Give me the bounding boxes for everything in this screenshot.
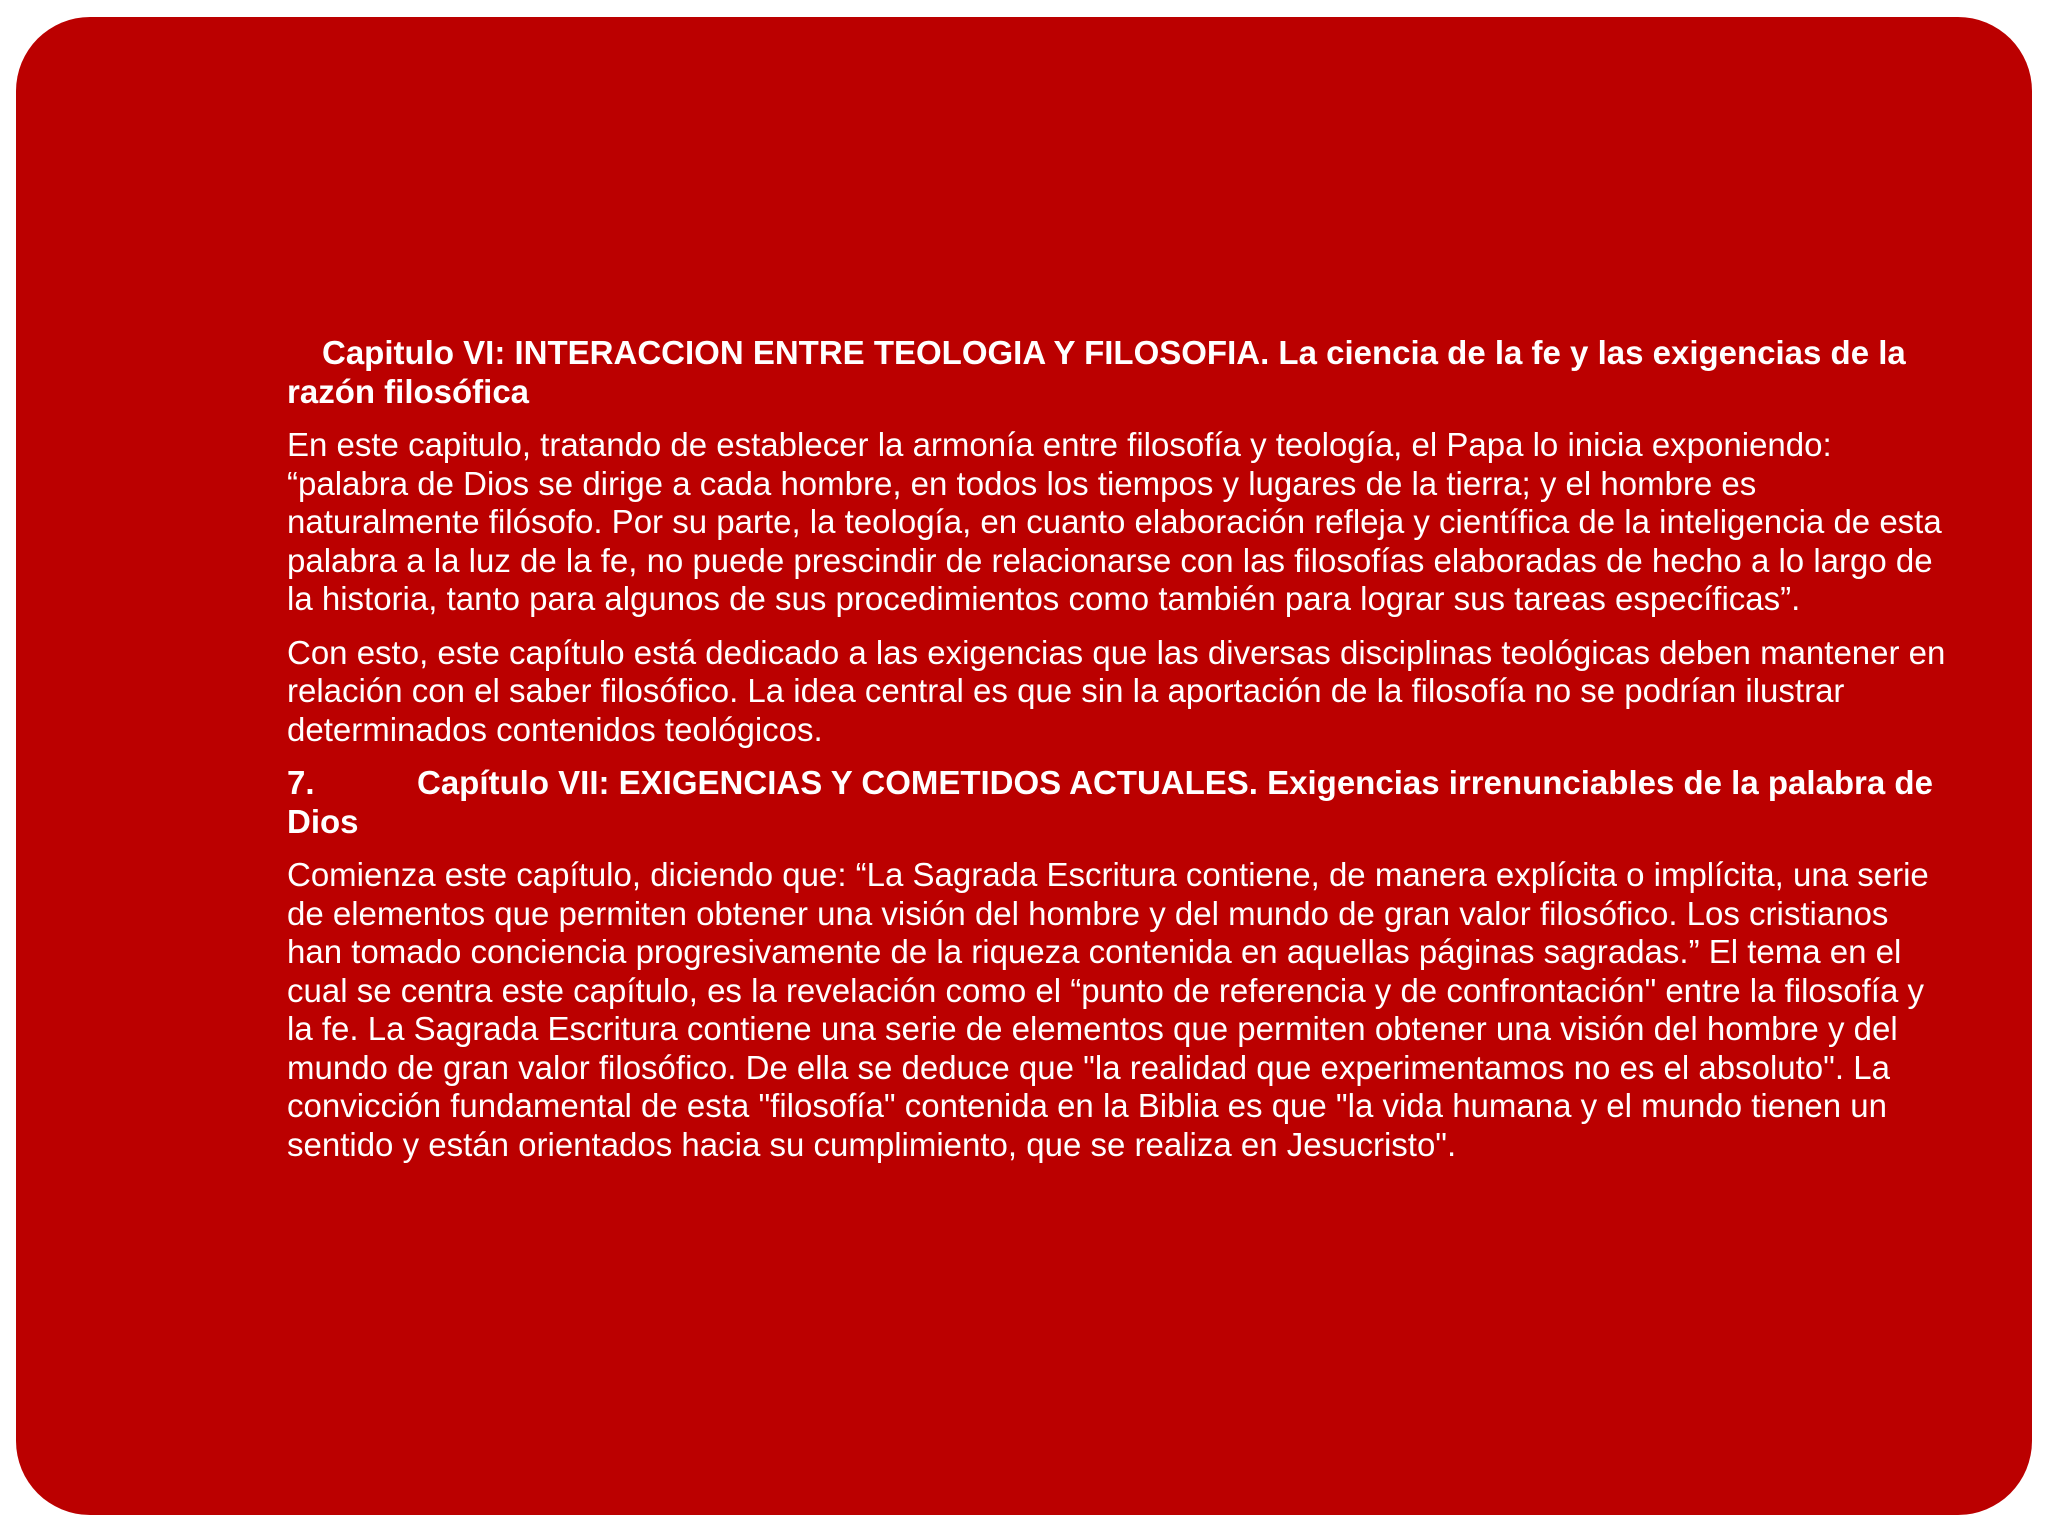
chapter-6-heading: Capitulo VI: INTERACCION ENTRE TEOLOGIA Y FILOSOFIA. La ciencia de la fe y las exigencias de la razón filosófica: [287, 334, 1906, 410]
chapter-6-paragraph-1: En este capitulo, tratando de establecer la armonía entre filosofía y teología, el Papa lo inicia exponiendo: “palabra de Dios se dirige a cada hombre, en todos los tiempos y lugares de la tierra; y el hombre es naturalmente filósofo. Por su parte, la teología, en cuanto elaboración refleja y científica de la inteligencia de esta palabra a la luz de la fe, no puede prescindir de relacionarse con las filosofías elaboradas de hecho a lo largo de la historia, tanto para algunos de sus procedimientos como también para lograr sus tareas específicas”.: [287, 426, 1942, 617]
slide-card: [16, 17, 2032, 1515]
slide-content: [287, 334, 1947, 1179]
chapter-7-number: 7.: [287, 764, 315, 801]
chapter-7-heading: Capítulo VII: EXIGENCIAS Y COMETIDOS ACTUALES. Exigencias irrenunciables de la palabra de Dios: [287, 764, 1933, 840]
chapter-7-paragraph-1: Comienza este capítulo, diciendo que: “La Sagrada Escritura contiene, de manera explícita o implícita, una serie de elementos que permiten obtener una visión del hombre y del mundo de gran valor filosófico. Los cristianos han tomado conciencia progresivamente de la riqueza contenida en aquellas páginas sagradas.” El tema en el cual se centra este capítulo, es la revelación como el “punto de referencia y de confrontación" entre la filosofía y la fe. La Sagrada Escritura contiene una serie de elementos que permiten obtener una visión del hombre y del mundo de gran valor filosófico. De ella se deduce que "la realidad que experimentamos no es el absoluto". La convicción fundamental de esta "filosofía" contenida en la Biblia es que "la vida humana y el mundo tienen un sentido y están orientados hacia su cumplimiento, que se realiza en Jesucristo".: [287, 856, 1929, 1163]
chapter-7-heading-line: [287, 764, 1947, 841]
chapter-6-paragraph-2: Con esto, este capítulo está dedicado a las exigencias que las diversas disciplinas teológicas deben mantener en relación con el saber filosófico. La idea central es que sin la aportación de la filosofía no se podrían ilustrar determinados contenidos teológicos.: [287, 633, 1946, 748]
